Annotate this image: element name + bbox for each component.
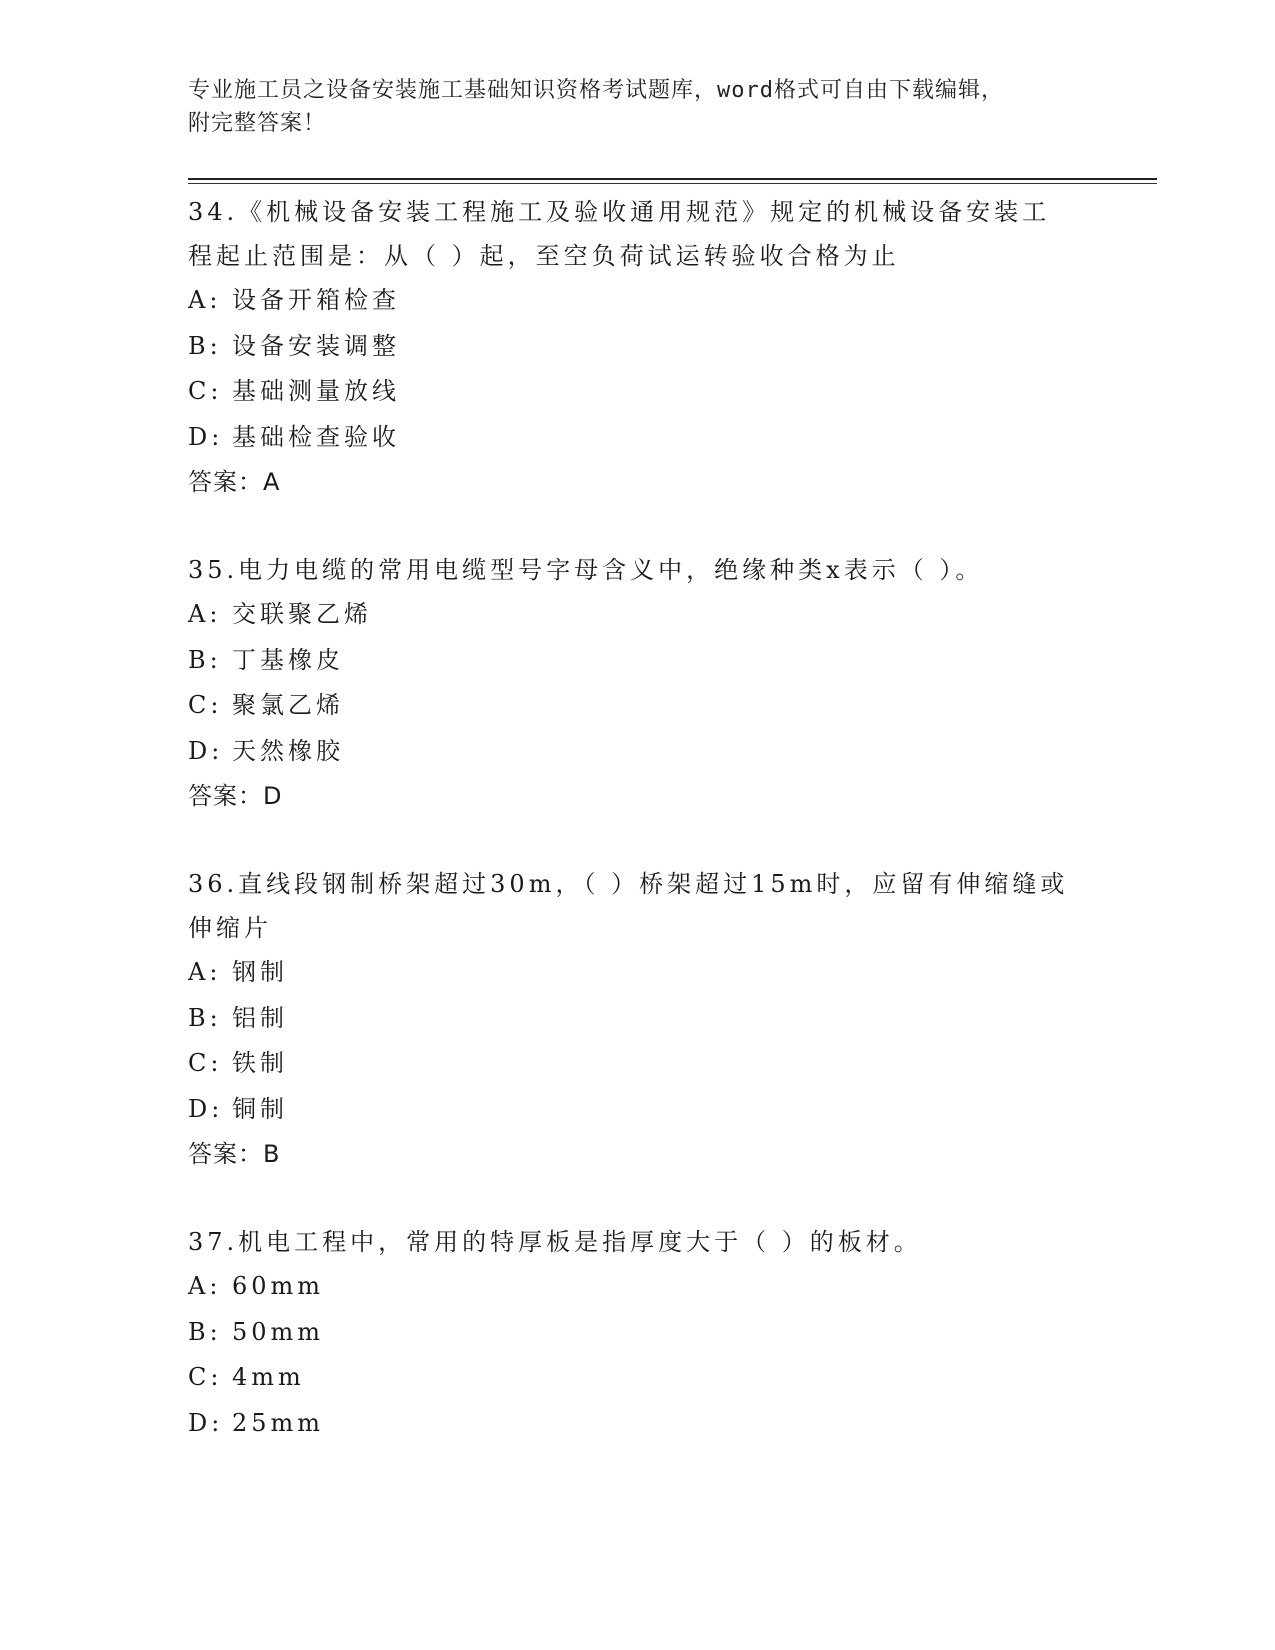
option-text: 基础测量放线 [232,377,400,405]
option-text: 交联聚乙烯 [232,600,372,628]
question-list [188,190,1088,1489]
question-stem-line-2: 伸缩片 [188,914,272,942]
option-b [188,638,1088,684]
document-header [188,74,1088,140]
option-letter: D: [188,1094,224,1123]
option-letter: B: [188,331,222,360]
option-text: 50mm [232,1317,325,1346]
question-34 [188,190,1088,505]
option-letter: C: [188,1363,223,1391]
option-letter: D: [188,736,224,765]
option-text: 丁基橡皮 [232,645,344,674]
option-letter: C: [188,691,223,719]
answer-line: 答案：A [188,468,281,496]
question-stem-line-2: 程起止范围是：从（ ）起，至空负荷试运转验收合格为止 [188,242,900,270]
option-letter: B: [188,1003,222,1032]
option-b [188,1310,1088,1356]
option-text: 天然橡胶 [232,736,344,765]
option-letter: C: [188,377,223,405]
header-line-1: 专业施工员之设备安装施工基础知识资格考试题库，word格式可自由下载编辑， [188,78,1004,103]
question-stem-line-1: 36.直线段钢制桥架超过30m，（ ）桥架超过15m时，应留有伸缩缝或 [188,870,1069,898]
option-text: 铜制 [232,1094,288,1123]
option-d [188,1087,1088,1133]
option-letter: A: [188,1272,222,1300]
option-c [188,1041,1088,1087]
option-text: 设备安装调整 [232,331,400,360]
option-letter: A: [188,600,222,628]
option-text: 铝制 [232,1003,288,1032]
option-b [188,996,1088,1042]
option-a [188,950,1088,996]
header-divider-thick [188,178,1157,180]
header-line-2: 附完整答案！ [188,111,327,136]
option-text: 铁制 [232,1049,288,1077]
option-d [188,415,1088,461]
option-c [188,683,1088,729]
option-d [188,1401,1088,1447]
question-37 [188,1220,1088,1446]
option-text: 设备开箱检查 [232,286,400,314]
answer-line: 答案：D [188,782,283,810]
option-c [188,369,1088,415]
option-text: 钢制 [232,958,288,986]
question-stem-line-1: 37.机电工程中，常用的特厚板是指厚度大于（ ）的板材。 [188,1228,922,1256]
question-stem-line-1: 35.电力电缆的常用电缆型号字母含义中，绝缘种类x表示（ ）。 [188,556,984,584]
option-letter: B: [188,1317,222,1346]
option-letter: A: [188,286,222,314]
option-text: 4mm [232,1363,305,1391]
option-text: 基础检查验收 [232,422,400,451]
option-letter: C: [188,1049,223,1077]
option-letter: A: [188,958,222,986]
option-c [188,1355,1088,1401]
question-stem-line-1: 34.《机械设备安装工程施工及验收通用规范》规定的机械设备安装工 [188,198,1051,226]
option-a [188,592,1088,638]
question-36 [188,862,1088,1177]
option-letter: B: [188,645,222,674]
option-d [188,729,1088,775]
option-text: 60mm [232,1272,325,1300]
question-35 [188,548,1088,819]
option-b [188,324,1088,370]
option-a [188,1264,1088,1310]
option-text: 25mm [232,1408,325,1437]
option-letter: D: [188,1408,224,1437]
option-text: 聚氯乙烯 [232,691,344,719]
answer-line: 答案：B [188,1140,281,1168]
option-a [188,278,1088,324]
header-divider-thin [188,183,1157,184]
option-letter: D: [188,422,224,451]
